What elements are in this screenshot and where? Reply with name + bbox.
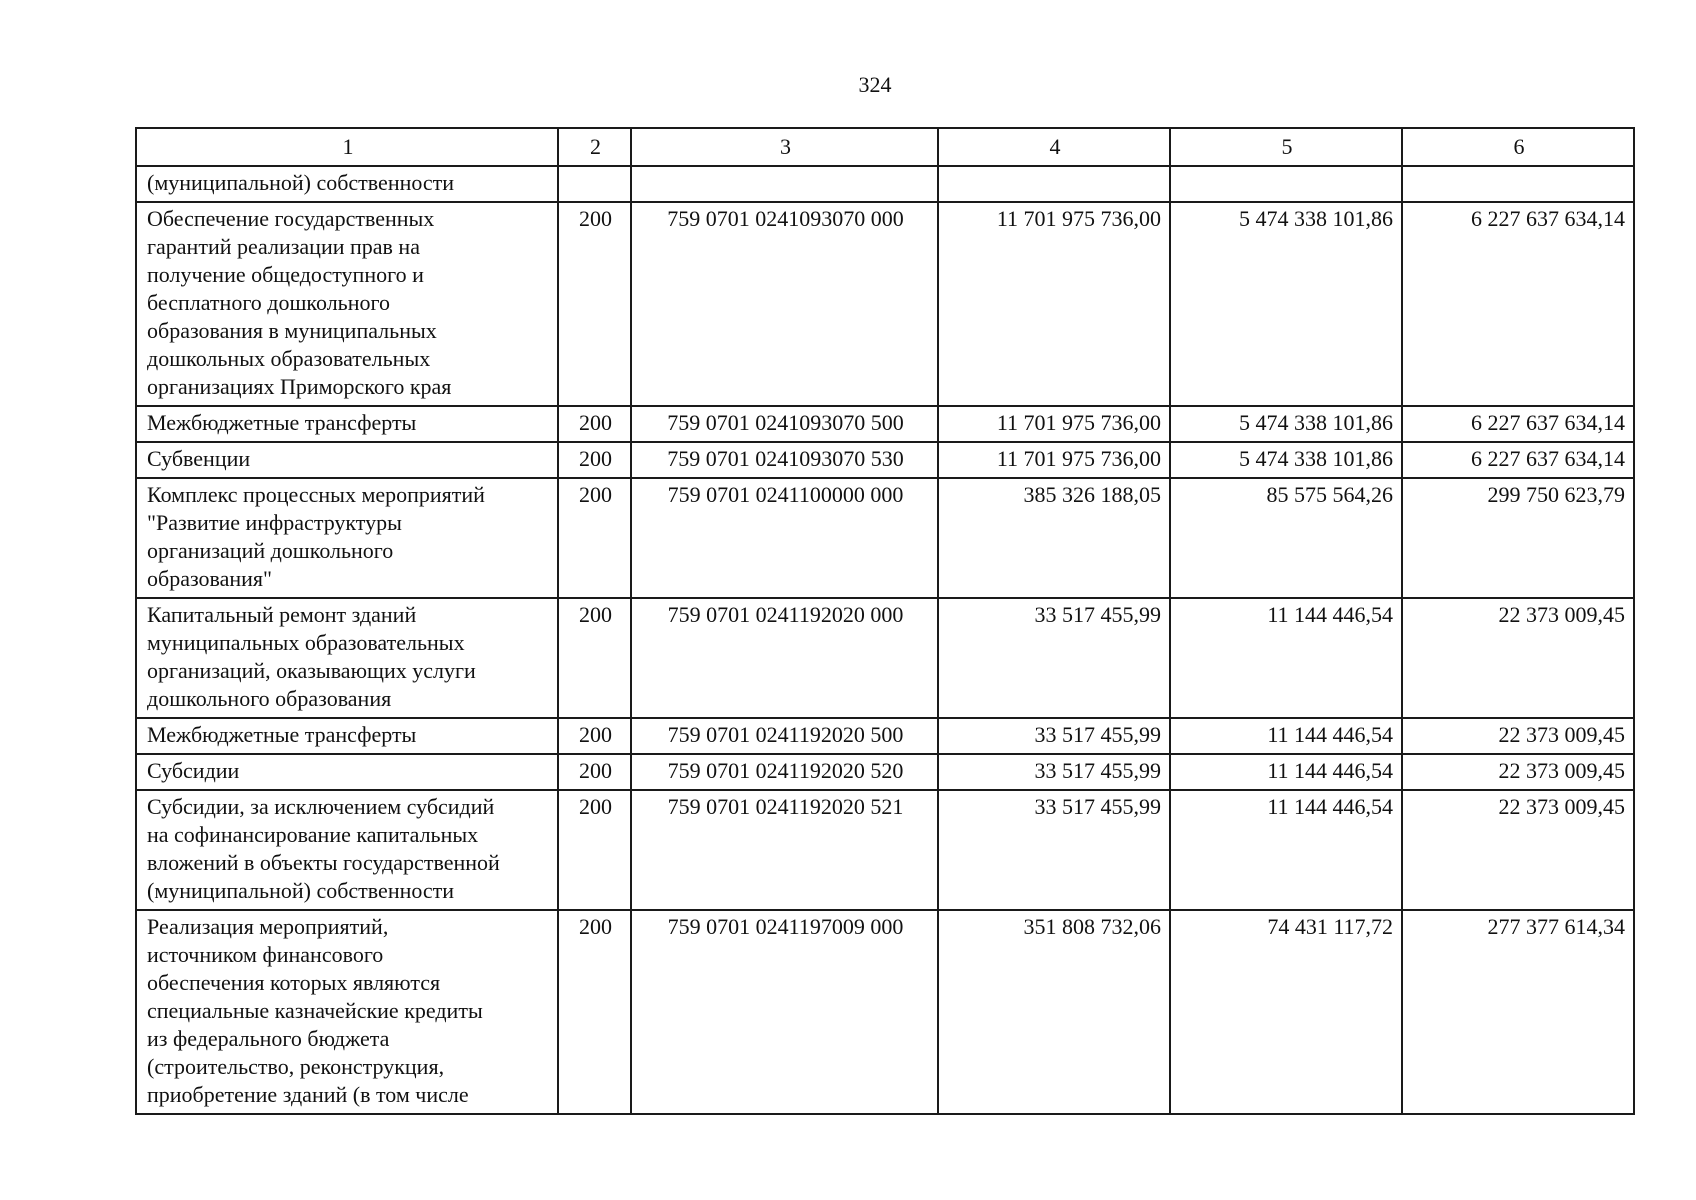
amount-col4-cell: 11 701 975 736,00 <box>938 202 1170 406</box>
classification-code-cell <box>631 166 938 202</box>
code-cell: 200 <box>558 910 631 1114</box>
table-row <box>136 598 1634 718</box>
table-header-row <box>136 128 1634 166</box>
row-name-cell: Субсидии <box>136 754 558 790</box>
classification-code-cell: 759 0701 0241100000 000 <box>631 478 938 598</box>
amount-col5-cell <box>1170 166 1402 202</box>
table-row <box>136 166 1634 202</box>
table-row <box>136 442 1634 478</box>
column-header: 6 <box>1402 128 1634 166</box>
column-header: 2 <box>558 128 631 166</box>
row-name-cell: Обеспечение государственных гарантий реализации прав на получение общедоступного и бесплатного дошкольного образования в муниципальных дошкольных образовательных организациях Приморского края <box>136 202 558 406</box>
row-name-cell: Реализация мероприятий, источником финансового обеспечения которых являются специальные казначейские кредиты из федерального бюджета (строительство, реконструкция, приобретение зданий (в том числе <box>136 910 558 1114</box>
classification-code-cell: 759 0701 0241093070 530 <box>631 442 938 478</box>
amount-col6-cell: 22 373 009,45 <box>1402 598 1634 718</box>
amount-col6-cell: 22 373 009,45 <box>1402 754 1634 790</box>
classification-code-cell: 759 0701 0241192020 000 <box>631 598 938 718</box>
classification-code-cell: 759 0701 0241192020 521 <box>631 790 938 910</box>
table-row <box>136 202 1634 406</box>
amount-col5-cell: 11 144 446,54 <box>1170 718 1402 754</box>
column-header: 1 <box>136 128 558 166</box>
amount-col4-cell <box>938 166 1170 202</box>
classification-code-cell: 759 0701 0241192020 520 <box>631 754 938 790</box>
classification-code-cell: 759 0701 0241093070 500 <box>631 406 938 442</box>
amount-col5-cell: 74 431 117,72 <box>1170 910 1402 1114</box>
code-cell <box>558 166 631 202</box>
amount-col5-cell: 85 575 564,26 <box>1170 478 1402 598</box>
amount-col4-cell: 33 517 455,99 <box>938 754 1170 790</box>
amount-col6-cell: 6 227 637 634,14 <box>1402 202 1634 406</box>
table-row <box>136 478 1634 598</box>
code-cell: 200 <box>558 790 631 910</box>
row-name-cell: (муниципальной) собственности <box>136 166 558 202</box>
classification-code-cell: 759 0701 0241093070 000 <box>631 202 938 406</box>
amount-col4-cell: 11 701 975 736,00 <box>938 406 1170 442</box>
amount-col6-cell: 22 373 009,45 <box>1402 718 1634 754</box>
classification-code-cell: 759 0701 0241192020 500 <box>631 718 938 754</box>
code-cell: 200 <box>558 598 631 718</box>
code-cell: 200 <box>558 478 631 598</box>
table-row <box>136 718 1634 754</box>
amount-col6-cell: 22 373 009,45 <box>1402 790 1634 910</box>
budget-table <box>135 127 1635 1115</box>
amount-col4-cell: 11 701 975 736,00 <box>938 442 1170 478</box>
amount-col5-cell: 5 474 338 101,86 <box>1170 202 1402 406</box>
table-row <box>136 406 1634 442</box>
amount-col6-cell <box>1402 166 1634 202</box>
code-cell: 200 <box>558 442 631 478</box>
amount-col5-cell: 11 144 446,54 <box>1170 790 1402 910</box>
row-name-cell: Межбюджетные трансферты <box>136 406 558 442</box>
row-name-cell: Капитальный ремонт зданий муниципальных образовательных организаций, оказывающих услуги дошкольного образования <box>136 598 558 718</box>
code-cell: 200 <box>558 754 631 790</box>
amount-col6-cell: 6 227 637 634,14 <box>1402 442 1634 478</box>
row-name-cell: Субсидии, за исключением субсидий на софинансирование капитальных вложений в объекты государственной (муниципальной) собственности <box>136 790 558 910</box>
amount-col5-cell: 11 144 446,54 <box>1170 754 1402 790</box>
column-header: 5 <box>1170 128 1402 166</box>
table-row <box>136 910 1634 1114</box>
row-name-cell: Межбюджетные трансферты <box>136 718 558 754</box>
column-header: 4 <box>938 128 1170 166</box>
column-header: 3 <box>631 128 938 166</box>
amount-col5-cell: 11 144 446,54 <box>1170 598 1402 718</box>
amount-col4-cell: 33 517 455,99 <box>938 598 1170 718</box>
amount-col5-cell: 5 474 338 101,86 <box>1170 442 1402 478</box>
amount-col4-cell: 351 808 732,06 <box>938 910 1170 1114</box>
page-number: 324 <box>858 72 892 97</box>
amount-col4-cell: 385 326 188,05 <box>938 478 1170 598</box>
code-cell: 200 <box>558 406 631 442</box>
table-row <box>136 790 1634 910</box>
amount-col6-cell: 277 377 614,34 <box>1402 910 1634 1114</box>
amount-col4-cell: 33 517 455,99 <box>938 718 1170 754</box>
amount-col6-cell: 6 227 637 634,14 <box>1402 406 1634 442</box>
amount-col5-cell: 5 474 338 101,86 <box>1170 406 1402 442</box>
amount-col6-cell: 299 750 623,79 <box>1402 478 1634 598</box>
code-cell: 200 <box>558 718 631 754</box>
code-cell: 200 <box>558 202 631 406</box>
classification-code-cell: 759 0701 0241197009 000 <box>631 910 938 1114</box>
table-row <box>136 754 1634 790</box>
row-name-cell: Комплекс процессных мероприятий "Развитие инфраструктуры организаций дошкольного образования" <box>136 478 558 598</box>
amount-col4-cell: 33 517 455,99 <box>938 790 1170 910</box>
row-name-cell: Субвенции <box>136 442 558 478</box>
